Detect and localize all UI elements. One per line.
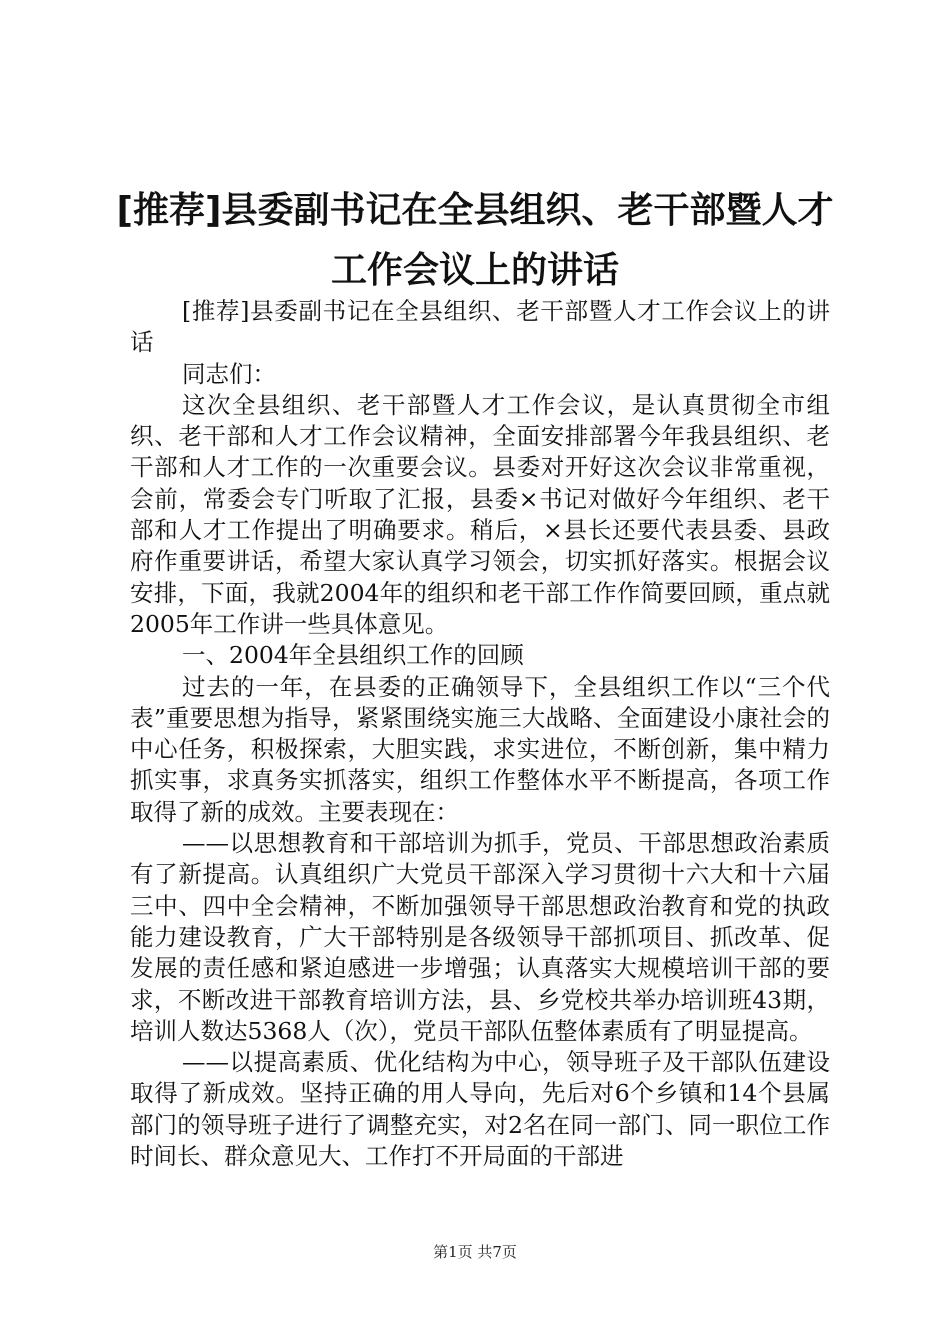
salutation-paragraph: 同志们： [182, 359, 276, 388]
intro-paragraph: 这次全县组织、老干部暨人才工作会议，是认真贯彻全市组织、老干部和人才工作会议精神，全面安排部署今年我县组织、老干部和人才工作的一次重要会议。县委对开好这次会议非常重视，会前，常委会专门听取了汇报，县委×书记对做好今年组织、老干部和人才工作提出了明确要求。稍后，×县长还要代表县委、县政府作重要讲话，希望大家认真学习领会，切实抓好落实。根据会议安排，下面，我就2004年的组织和老干部工作作简要回顾，重点就2005年工作讲一些具体意见。 [130, 390, 830, 638]
document-body [130, 296, 830, 1172]
review-paragraph: 过去的一年，在县委的正确领导下，全县组织工作以“三个代表”重要思想为指导，紧紧围绕实施三大战略、全面建设小康社会的中心任务，积极探索，大胆实践，求实进位，不断创新，集中精力抓实事，求真务实抓落实，组织工作整体水平不断提高，各项工作取得了新的成效。主要表现在： [130, 672, 830, 826]
document-title-line-1: [推荐]县委副书记在全县组织、老干部暨人才 [116, 190, 834, 231]
section-heading: 一、2004年全县组织工作的回顾 [182, 641, 524, 670]
page-footer: 第1页 共7页 [433, 1243, 517, 1261]
leadership-paragraph: ——以提高素质、优化结构为中心，领导班子及干部队伍建设取得了新成效。坚持正确的用人导向，先后对6个乡镇和14个县属部门的领导班子进行了调整充实，对2名在同一部门、同一职位工作时间长、群众意见大、工作打不开局面的干部进 [130, 1048, 830, 1171]
training-paragraph: ——以思想教育和干部培训为抓手，党员、干部思想政治素质有了新提高。认真组织广大党员干部深入学习贯彻十六大和十六届三中、四中全会精神，不断加强领导干部思想政治教育和党的执政能力建设教育，广大干部特别是各级领导干部抓项目、抓改革、促发展的责任感和紧迫感进一步增强；认真落实大规模培训干部的要求，不断改进干部教育培训方法，县、乡党校共举办培训班43期，培训人数达5368人（次），党员干部队伍整体素质有了明显提高。 [130, 829, 830, 1045]
subtitle-paragraph: [推荐]县委副书记在全县组织、老干部暨人才工作会议上的讲话 [130, 297, 830, 357]
document-title-line-2: 工作会议上的讲话 [330, 250, 619, 291]
